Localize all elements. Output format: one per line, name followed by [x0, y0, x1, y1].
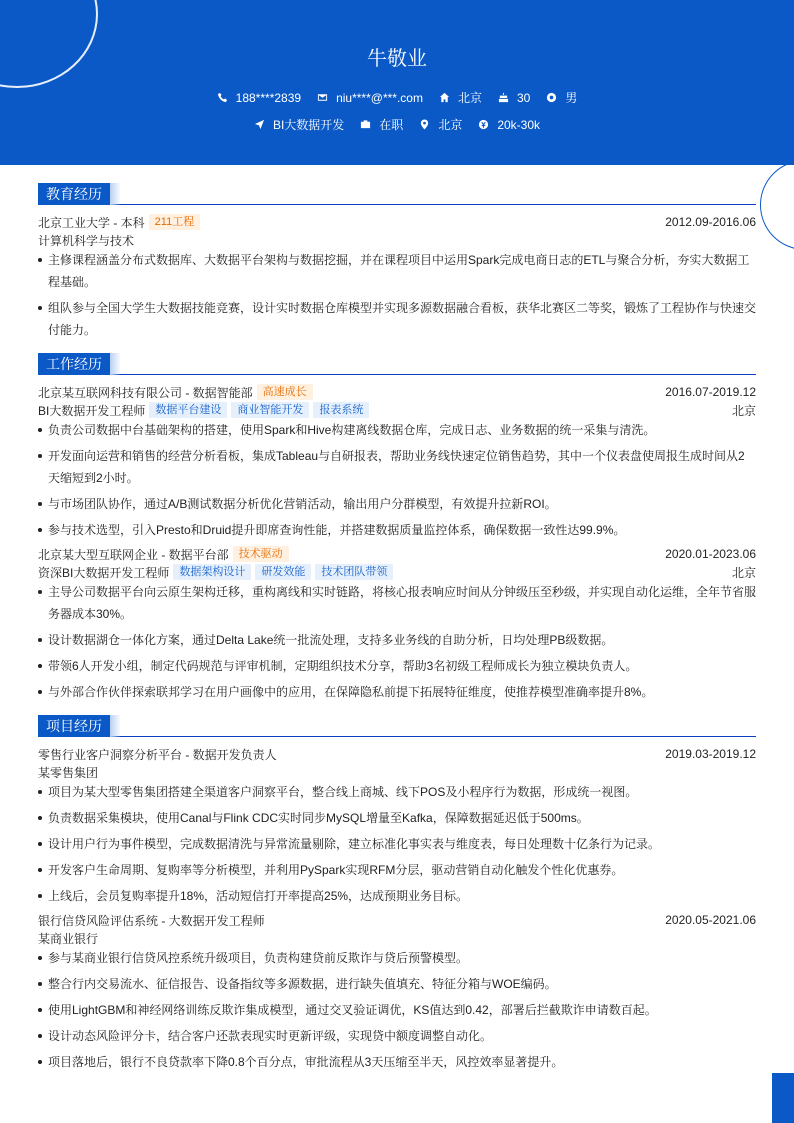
status-icon: [360, 119, 371, 130]
major: 计算机科学与技术: [38, 233, 135, 248]
phone-info: [217, 91, 301, 105]
company-tag: 高速成长: [257, 384, 313, 400]
candidate-name: 牛敬业: [367, 48, 427, 70]
list-item: 整合行内交易流水、征信报告、设备指纹等多源数据，进行缺失值填充、特征分箱与WOE编码。: [38, 973, 756, 995]
job-status-info: [360, 116, 403, 133]
skill-tag: 研发效能: [255, 564, 311, 580]
work-city: 北京: [731, 403, 756, 418]
work-city: 北京: [731, 565, 756, 580]
date-range: 2016.07-2019.12: [665, 385, 756, 399]
list-item: 负责公司数据中台基础架构的搭建，使用Spark和Hive构建离线数据仓库，完成日志、业务数据的统一采集与清洗。: [38, 419, 756, 441]
residence-info: [439, 89, 482, 106]
projects-section: [38, 715, 756, 1073]
age-info: [498, 91, 530, 105]
school-tag: 211工程: [149, 214, 201, 230]
section-header: [38, 183, 756, 205]
bullet-list: [38, 581, 756, 703]
section-header: [38, 715, 756, 737]
bullet-list: [38, 419, 756, 541]
skill-tag: 数据架构设计: [173, 564, 251, 580]
list-item: 设计数据湖仓一体化方案，通过Delta Lake统一批流处理，支持多业务线的自助分析，日均处理PB级数据。: [38, 629, 756, 651]
list-item: 与市场团队协作，通过A/B测试数据分析优化营销活动，输出用户分群模型，有效提升拉新ROI。: [38, 493, 756, 515]
company-name: 北京某大型互联网企业 - 数据平台部: [38, 547, 229, 562]
education-entry: [38, 213, 756, 341]
project-entry: [38, 911, 756, 1073]
target-position-info: [254, 116, 344, 133]
list-item: 负责数据采集模块，使用Canal与Flink CDC实时同步MySQL增量至Kafka，保障数据延迟低于500ms。: [38, 807, 756, 829]
job-title: BI大数据开发工程师: [38, 403, 146, 418]
list-item: 使用LightGBM和神经网络训练反欺诈集成模型，通过交叉验证调优，KS值达到0.42，部署后拦截欺诈申请数百起。: [38, 999, 756, 1021]
age-text: 30: [516, 90, 531, 105]
list-item: 开发客户生命周期、复购率等分析模型，并利用PySpark实现RFM分层，驱动营销自动化触发个性化优惠券。: [38, 859, 756, 881]
skill-tag: 报表系统: [313, 402, 369, 418]
date-range: 2020.01-2023.06: [665, 547, 756, 561]
list-item: 项目为某大型零售集团搭建全渠道客户洞察平台，整合线上商城、线下POS及小程序行为数据，形成统一视图。: [38, 781, 756, 803]
skill-tag: 数据平台建设: [149, 402, 227, 418]
skill-tag: 商业智能开发: [231, 402, 309, 418]
bullet-list: [38, 249, 756, 341]
list-item: 上线后，会员复购率提升18%，活动短信打开率提高25%，达成预期业务目标。: [38, 885, 756, 907]
company-name: 北京某互联网科技有限公司 - 数据智能部: [38, 385, 253, 400]
salary-info: [478, 118, 540, 132]
cake-icon: [498, 92, 509, 103]
education-section: [38, 183, 756, 341]
work-entry: [38, 545, 756, 703]
decoration-arc: [760, 160, 794, 250]
date-range: 2020.05-2021.06: [665, 913, 756, 927]
section-title: 教育经历: [38, 183, 110, 205]
list-item: 参与某商业银行信贷风控系统升级项目，负责构建贷前反欺诈与贷后预警模型。: [38, 947, 756, 969]
project-name: 银行信贷风险评估系统 - 大数据开发工程师: [38, 913, 265, 928]
residence-text: 北京: [457, 91, 482, 105]
list-item: 主导公司数据平台向云原生架构迁移，重构离线和实时链路，将核心报表响应时间从分钟级压至秒级，并实现自动化运维，全年节省服务器成本30%。: [38, 581, 756, 625]
bullet-list: [38, 947, 756, 1073]
list-item: 组队参与全国大学生大数据技能竞赛，设计实时数据仓库模型并实现多源数据融合看板，获华北赛区二等奖，锻炼了工程协作与快速交付能力。: [38, 297, 756, 341]
mail-icon: [317, 92, 328, 103]
decoration-block: [772, 1073, 794, 1123]
work-entry: [38, 383, 756, 541]
list-item: 开发面向运营和销售的经营分析看板，集成Tableau与自研报表，帮助业务线快速定位销售趋势，其中一个仪表盘使周报生成时间从2天缩短到2小时。: [38, 445, 756, 489]
project-client: 某商业银行: [38, 931, 99, 946]
send-icon: [254, 119, 265, 130]
location-icon: [419, 119, 430, 130]
list-item: 设计动态风险评分卡，结合客户还款表现实时更新评级，实现贷中额度调整自动化。: [38, 1025, 756, 1047]
phone-icon: [217, 92, 228, 103]
gender-icon: [546, 92, 557, 103]
school-name: 北京工业大学 - 本科: [38, 215, 145, 230]
phone-text: 188****2839: [235, 90, 302, 105]
target-city-text: 北京: [438, 118, 463, 132]
home-icon: [439, 92, 450, 103]
section-title: 项目经历: [38, 715, 110, 737]
email-text: niu****@***.com: [336, 90, 423, 105]
date-range: 2019.03-2019.12: [665, 747, 756, 761]
list-item: 项目落地后，银行不良贷款率下降0.8个百分点，审批流程从3天压缩至半天，风控效率显著提升。: [38, 1051, 756, 1073]
gender-info: [546, 89, 577, 106]
company-tag: 技术驱动: [233, 546, 289, 562]
salary-text: 20k-30k: [497, 117, 541, 132]
list-item: 带领6人开发小组，制定代码规范与评审机制，定期组织技术分享，帮助3名初级工程师成长为独立模块负责人。: [38, 655, 756, 677]
section-title: 工作经历: [38, 353, 110, 375]
contact-row: [0, 89, 794, 106]
job-status-text: 在职: [379, 118, 404, 132]
skill-tag: 技术团队带领: [315, 564, 393, 580]
job-intent-row: [0, 116, 794, 133]
target-position-text: BI大数据开发: [272, 118, 345, 132]
project-name: 零售行业客户洞察分析平台 - 数据开发负责人: [38, 747, 277, 762]
salary-icon: [478, 119, 489, 130]
project-client: 某零售集团: [38, 765, 99, 780]
list-item: 参与技术选型，引入Presto和Druid提升即席查询性能，并搭建数据质量监控体系，确保数据一致性达99.9%。: [38, 519, 756, 541]
project-entry: [38, 745, 756, 907]
work-section: [38, 353, 756, 703]
section-header: [38, 353, 756, 375]
resume-header: [0, 0, 794, 165]
date-range: 2012.09-2016.06: [665, 215, 756, 229]
list-item: 主修课程涵盖分布式数据库、大数据平台架构与数据挖掘，并在课程项目中运用Spark完成电商日志的ETL与聚合分析，夯实大数据工程基础。: [38, 249, 756, 293]
resume-body: [38, 183, 756, 1085]
target-city-info: [419, 116, 462, 133]
list-item: 与外部合作伙伴探索联邦学习在用户画像中的应用，在保障隐私前提下拓展特征维度，使推荐模型准确率提升8%。: [38, 681, 756, 703]
job-title: 资深BI大数据开发工程师: [38, 565, 170, 580]
email-info: [317, 91, 423, 105]
list-item: 设计用户行为事件模型，完成数据清洗与异常流量剔除，建立标准化事实表与维度表，每日处理数十亿条行为记录。: [38, 833, 756, 855]
bullet-list: [38, 781, 756, 907]
gender-text: 男: [565, 91, 578, 105]
